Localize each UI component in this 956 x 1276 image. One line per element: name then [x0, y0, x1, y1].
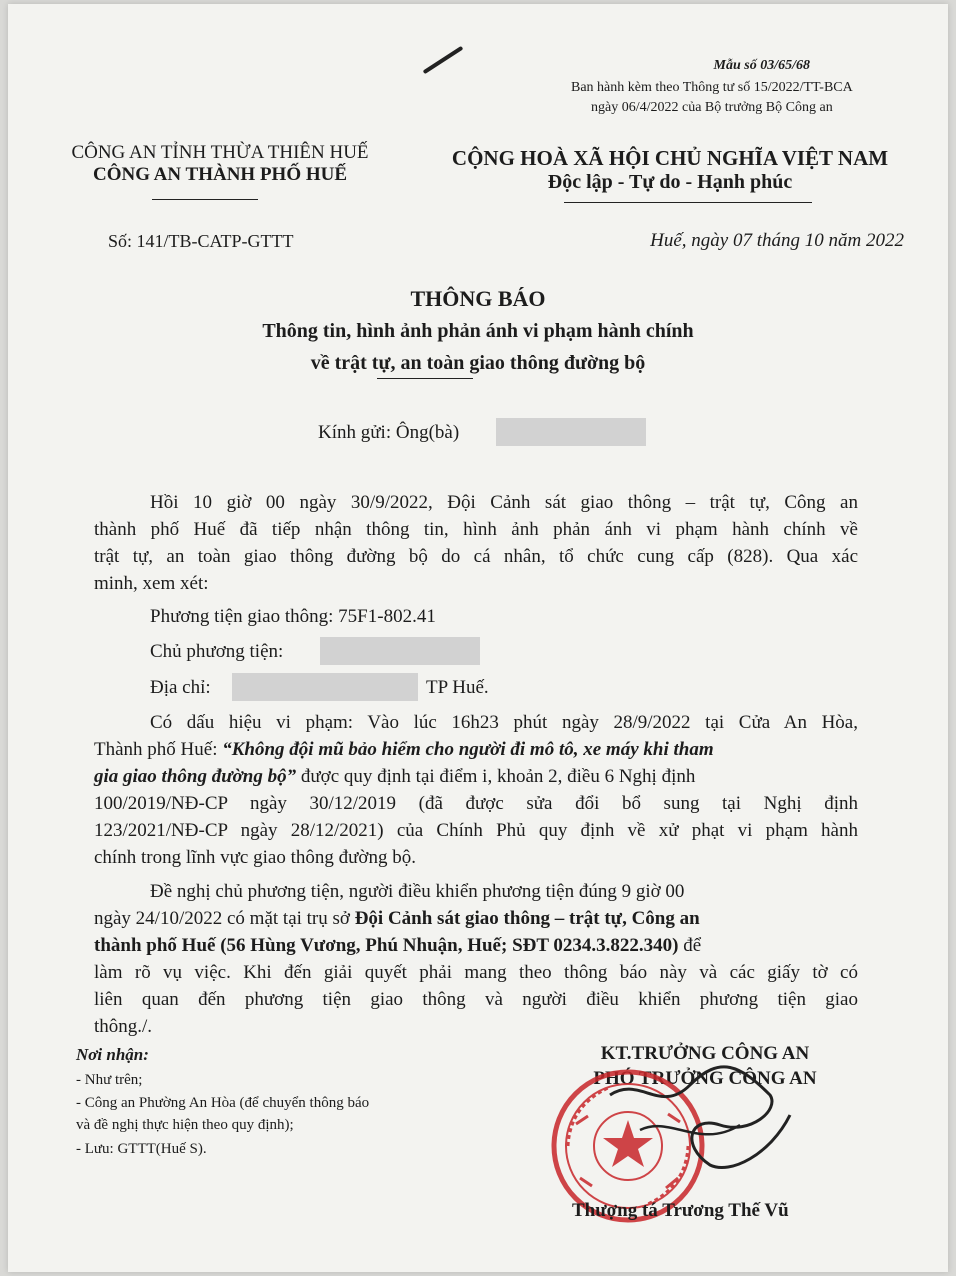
violation-quote-1: “Không đội mũ bảo hiểm cho người đi mô tô, xe máy khi tham: [222, 739, 714, 760]
redacted-address: [232, 673, 418, 701]
para3-line2: [94, 908, 858, 930]
recipient-2: - Công an Phường An Hòa (để chuyển thông báo: [76, 1095, 370, 1111]
para2-line1: Có dấu hiệu vi phạm: Vào lúc 16h23 phút ngày 28/9/2022 tại Cửa An Hòa,: [150, 712, 858, 733]
handwritten-signature: [600, 1055, 800, 1185]
para3-line1: Đề nghị chủ phương tiện, người điều khiển phương tiện đúng 9 giờ 00: [150, 881, 685, 902]
recipient-3: và đề nghị thực hiện theo quy định);: [76, 1117, 294, 1133]
office-name: Đội Cảnh sát giao thông – trật tự, Công an: [354, 908, 700, 929]
para2-line3: [94, 766, 858, 788]
subtitle-underline: [377, 378, 473, 379]
para1-line3: trật tự, an toàn giao thông đường bộ do cá nhân, tổ chức cung cấp (828). Qua xác: [94, 546, 858, 567]
recipients-heading: Nơi nhận:: [76, 1045, 149, 1064]
recipient-1: - Như trên;: [76, 1072, 143, 1088]
para2-line5: 123/2021/NĐ-CP ngày 28/12/2021) của Chính Phủ quy định về xử phạt vi phạm hành: [94, 820, 858, 841]
redacted-owner: [320, 637, 480, 665]
form-issued-with: Ban hành kèm theo Thông tư số 15/2022/TT-BCA: [571, 80, 853, 95]
para2-line2-text: Thành phố Huế:: [94, 739, 223, 760]
document-subtitle-1: Thông tin, hình ảnh phản ánh vi phạm hành chính: [262, 320, 694, 342]
vehicle-address-suffix: TP Huế.: [426, 677, 489, 698]
national-motto: Độc lập - Tự do - Hạnh phúc: [547, 171, 793, 193]
issuer-province: CÔNG AN TỈNH THỪA THIÊN HUẾ: [71, 142, 369, 163]
signature-title-1: KT.TRƯỞNG CÔNG AN: [600, 1043, 810, 1064]
document-title: THÔNG BÁO: [410, 286, 546, 311]
para3-line6: thông./.: [94, 1016, 153, 1037]
document-number: Số: 141/TB-CATP-GTTT: [108, 231, 294, 251]
signature-title-2: PHÓ TRƯỞNG CÔNG AN: [593, 1068, 817, 1089]
para1-line2: thành phố Huế đã tiếp nhận thông tin, hình ảnh phản ánh vi phạm hành chính về: [94, 519, 858, 540]
para3-line4: làm rõ vụ việc. Khi đến giải quyết phải mang theo thông báo này và các giấy tờ có: [94, 962, 858, 983]
issuer-city: CÔNG AN THÀNH PHỐ HUẾ: [92, 164, 348, 185]
issuer-underline: [152, 199, 258, 200]
para2-line4: 100/2019/NĐ-CP ngày 30/12/2019 (đã được sửa đổi bổ sung tại Nghị định: [94, 793, 858, 814]
vehicle-address-label: Địa chỉ:: [150, 677, 211, 698]
para1-line4: minh, xem xét:: [94, 573, 209, 594]
para3-line5: liên quan đến phương tiện giao thông và người điều khiển phương tiện giao: [94, 989, 858, 1010]
national-name: CỘNG HOÀ XÃ HỘI CHỦ NGHĨA VIỆT NAM: [451, 146, 889, 170]
para2-line2: [94, 739, 858, 761]
national-header: [430, 146, 910, 194]
greeting: Kính gửi: Ông(bà): [318, 422, 460, 443]
vehicle-owner-label: Chủ phương tiện:: [150, 641, 284, 662]
redacted-recipient-name: [496, 418, 646, 446]
recipient-4: - Lưu: GTTT(Huế S).: [76, 1141, 207, 1157]
form-issued-date: ngày 06/4/2022 của Bộ trưởng Bộ Công an: [591, 100, 833, 115]
office-address: thành phố Huế (56 Hùng Vương, Phú Nhuận, Huế; SĐT 0234.3.822.340): [94, 935, 679, 956]
issuer-header: [45, 142, 395, 186]
violation-quote-2: gia giao thông đường bộ”: [94, 766, 297, 787]
motto-underline: [564, 202, 812, 203]
place-date: Huế, ngày 07 tháng 10 năm 2022: [650, 230, 904, 251]
para3-line2-text: ngày 24/10/2022 có mặt tại trụ sở: [94, 908, 355, 929]
signer-name: Thượng tá Trương Thế Vũ: [572, 1200, 789, 1221]
vehicle-plate: Phương tiện giao thông: 75F1-802.41: [150, 606, 436, 627]
para2-line6: chính trong lĩnh vực giao thông đường bộ.: [94, 847, 416, 868]
document-subtitle-2: về trật tự, an toàn giao thông đường bộ: [310, 352, 646, 374]
para3-line3-text: để: [678, 935, 702, 956]
para3-line3: [94, 935, 858, 957]
para2-line3-text: được quy định tại điểm i, khoản 2, điều 6 Nghị định: [296, 766, 696, 787]
para1-line1: Hồi 10 giờ 00 ngày 30/9/2022, Đội Cảnh sát giao thông – trật tự, Công an: [150, 492, 858, 513]
form-number: Mẫu số 03/65/68: [713, 58, 810, 73]
